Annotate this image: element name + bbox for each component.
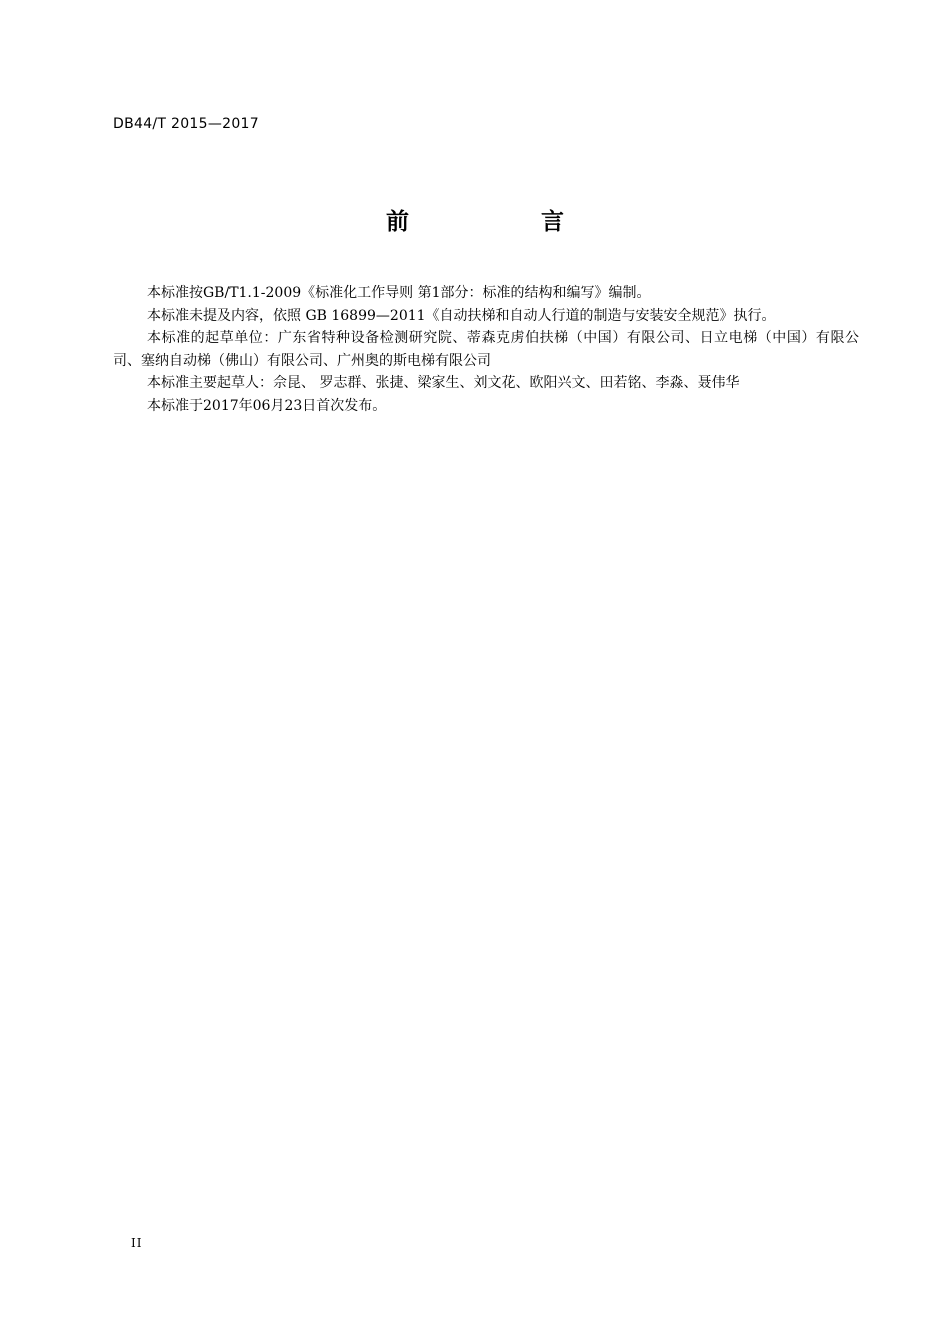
paragraph-unmentioned-content: 本标准未提及内容，依照 GB 16899—2011《自动扶梯和自动人行道的制造与安装安全规范》执行。 [147,307,776,324]
page-title: 前 言 [385,209,626,235]
standard-code: DB44/T 2015—2017 [113,116,259,132]
page-number: II [131,1236,143,1250]
paragraph-drafting-units: 本标准的起草单位：广东省特种设备检测研究院、蒂森克虏伯扶梯（中国）有限公司、日立电梯（中国）有限公司、塞纳自动梯（佛山）有限公司、广州奥的斯电梯有限公司 [113,330,859,369]
foreword-body [113,282,859,417]
paragraph-release-date: 本标准于2017年06月23日首次发布。 [147,397,387,414]
paragraph-structure-basis: 本标准按GB/T1.1-2009《标准化工作导则 第1部分：标准的结构和编写》编制。 [147,285,651,301]
paragraph-main-drafters: 本标准主要起草人：佘昆、 罗志群、张捷、梁家生、刘文花、欧阳兴文、田若铭、李淼、聂伟华 [147,375,740,391]
